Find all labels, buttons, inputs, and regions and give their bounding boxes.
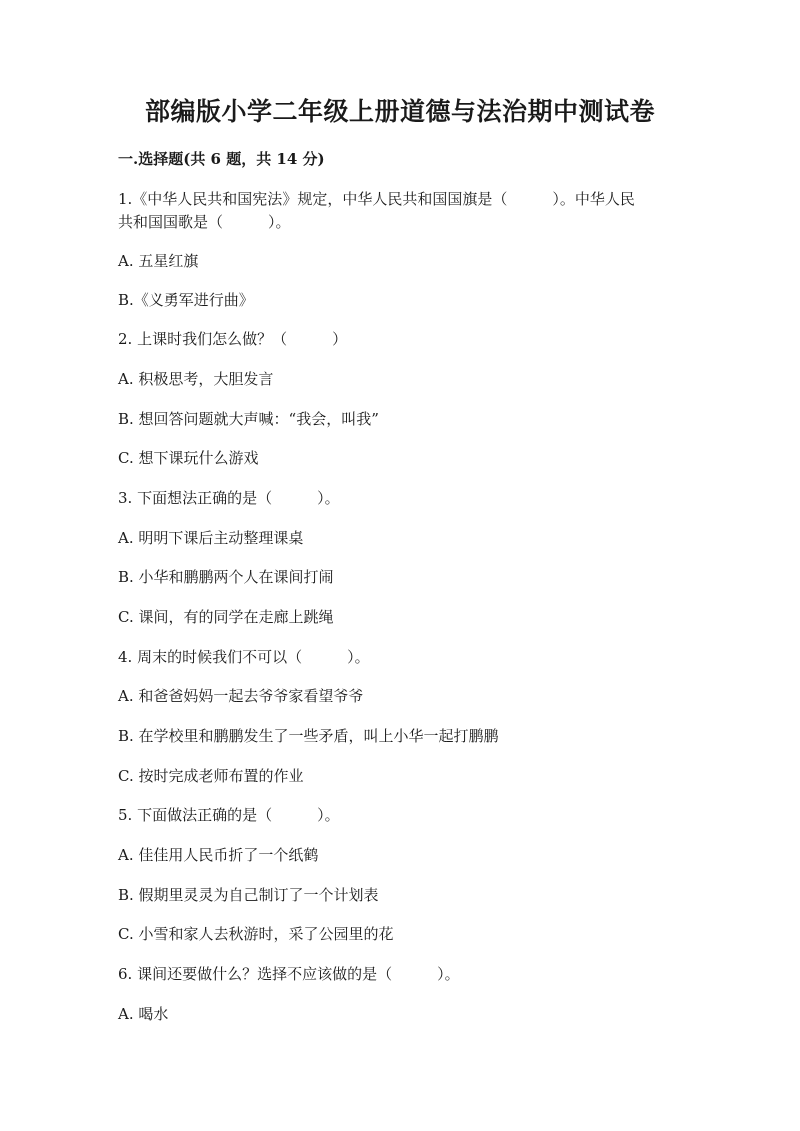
question-3-option-c: C. 课间，有的同学在走廊上跳绳 xyxy=(118,608,334,626)
section-heading: 一.选择题(共 6 题，共 14 分) xyxy=(118,150,325,168)
question-2-option-a: A. 积极思考，大胆发言 xyxy=(118,370,274,388)
exam-title: 部编版小学二年级上册道德与法治期中测试卷 xyxy=(144,97,655,126)
question-5-option-c: C. 小雪和家人去秋游时，采了公园里的花 xyxy=(118,925,394,943)
question-2-option-c: C. 想下课玩什么游戏 xyxy=(118,449,259,467)
question-4-option-b: B. 在学校里和鹏鹏发生了一些矛盾，叫上小华一起打鹏鹏 xyxy=(118,727,499,745)
question-3-stem: 3. 下面想法正确的是（ ）。 xyxy=(118,489,340,507)
question-4-stem: 4. 周末的时候我们不可以（ ）。 xyxy=(118,648,370,666)
question-2-option-b: B. 想回答问题就大声喊：“我会，叫我” xyxy=(118,410,379,428)
question-3-option-b: B. 小华和鹏鹏两个人在课间打闹 xyxy=(118,568,334,586)
question-2-stem: 2. 上课时我们怎么做？（ ） xyxy=(118,330,348,348)
question-6-option-a: A. 喝水 xyxy=(118,1005,169,1023)
question-4-option-c: C. 按时完成老师布置的作业 xyxy=(118,767,304,785)
question-5-option-a: A. 佳佳用人民币折了一个纸鹤 xyxy=(118,846,319,864)
question-4-option-a: A. 和爸爸妈妈一起去爷爷家看望爷爷 xyxy=(118,687,364,705)
question-1-option-a: A. 五星红旗 xyxy=(118,252,199,270)
question-5-option-b: B. 假期里灵灵为自己制订了一个计划表 xyxy=(118,886,379,904)
question-1-option-b: B.《义勇军进行曲》 xyxy=(118,291,254,309)
question-5-stem: 5. 下面做法正确的是（ ）。 xyxy=(118,806,340,824)
question-6-stem: 6. 课间还要做什么？选择不应该做的是（ ）。 xyxy=(118,965,460,983)
question-1-stem-line-1: 1.《中华人民共和国宪法》规定，中华人民共和国国旗是（ ）。中华人民 xyxy=(118,190,635,208)
question-3-option-a: A. 明明下课后主动整理课桌 xyxy=(118,529,304,547)
question-1-stem-line-2: 共和国国歌是（ ）。 xyxy=(118,213,291,231)
